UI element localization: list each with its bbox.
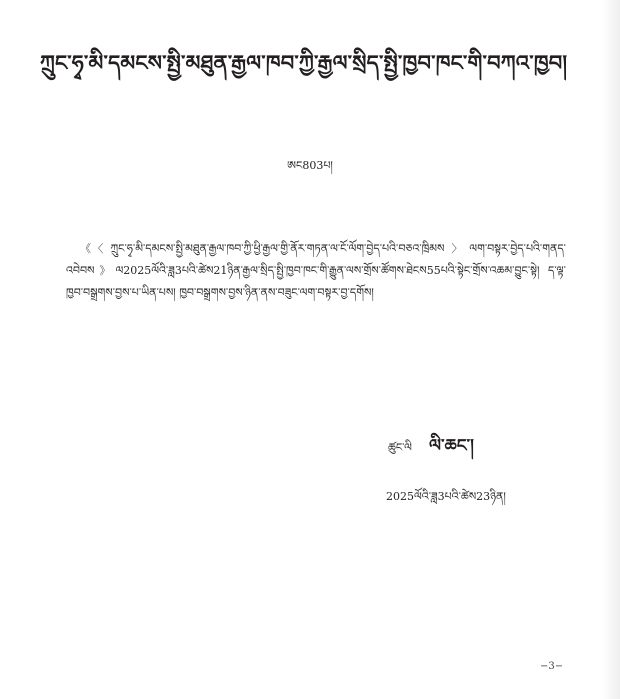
signature-block <box>388 426 474 474</box>
document-number: ཨང803པ། <box>287 159 333 172</box>
page-number: −3− <box>540 661 564 672</box>
signer-name: ལི་ཆང་། <box>429 436 474 456</box>
signature-date: 2025ལོའི་ཟླ3པའི་ཚེས23ཉིན། <box>386 490 506 503</box>
document-body-paragraph: 《〈ཀྲུང་ཧྭ་མི་དམངས་སྤྱི་མཐུན་རྒྱལ་ཁབ་ཀྱི་ཕྱི་རྒྱལ་གྱི་ནོར་གཏན་ལ་ངོ་ལོག་བྱེད་པའི་བཅའ་ཁྲིམས〉ལག་བསྟར་བྱེད་པའི་གནད་འབེབས》ལ2025ལོའི་ཟླ3པའི་ཚེས21ཉིན་རྒྱལ་སྲིད་སྤྱི་ཁྱབ་ཁང་གི་རྒྱུན་ལས་གྲོས་ཚོགས་ཐེངས55པའི་སྟེང་གྲོས་འཆམ་བྱུང་སྟེ། ད་ལྟ་ཁྱབ་བསྒྲགས་བྱས་པ་ཡིན་པས། ཁྱབ་བསྒྲགས་བྱས་ཉིན་ནས་བཟུང་ལག་བསྟར་བྱ་དགོས། <box>66 242 566 299</box>
page-edge-shadow <box>602 0 620 699</box>
document-header-title: ཀྲུང་ཧྭ་མི་དམངས་སྤྱི་མཐུན་རྒྱལ་ཁབ་ཀྱི་རྒྱལ་སྲིད་སྤྱི་ཁྱབ་ཁང་གི་བཀའ་ཁྱབ། <box>40 50 568 75</box>
signer-title: ཚུང་ལི <box>388 440 412 454</box>
